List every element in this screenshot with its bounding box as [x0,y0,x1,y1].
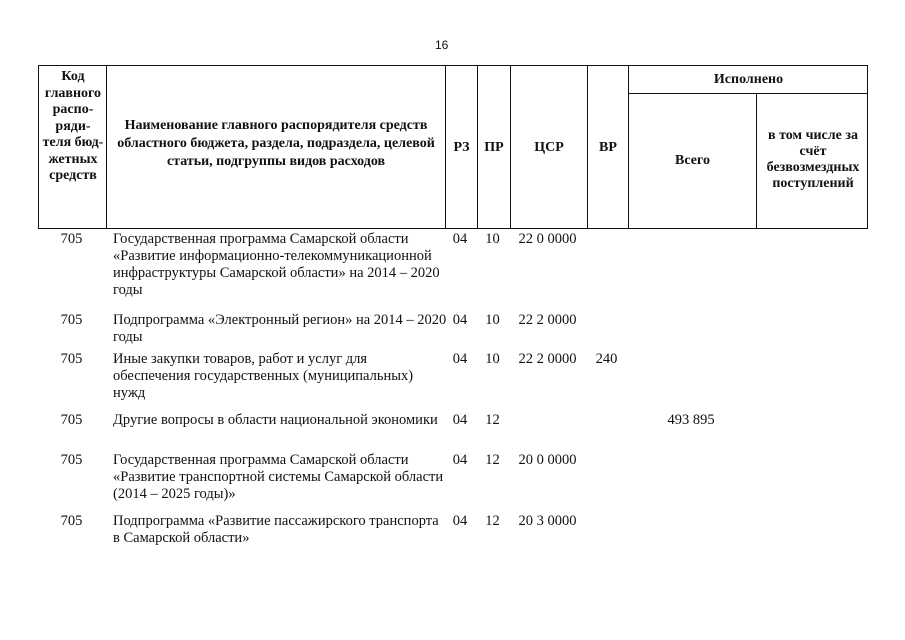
cell-code: 705 [60,351,83,367]
header-total: Всего [675,153,710,168]
cell-pr: 12 [485,513,500,529]
page-number: 16 [435,38,449,52]
column-divider [756,93,757,228]
cell-code: 705 [60,231,83,247]
header-csr: ЦСР [534,140,564,155]
table-header [38,65,868,229]
cell-csr: 20 3 0000 [518,513,577,529]
cell-name: Другие вопросы в области национальной экономики [113,412,438,428]
cell-csr: 22 2 0000 [518,351,577,367]
cell-rz: 04 [452,513,468,529]
cell-rz: 04 [452,231,468,247]
cell-pr: 10 [485,231,500,247]
cell-name: Подпрограмма «Электронный регион» на 2014 – 2020 годы [113,312,447,345]
cell-name: Иные закупки товаров, работ и услуг для обеспечения государственных (муниципальных) нужд [113,351,414,401]
cell-pr: 12 [485,412,500,428]
column-divider [106,66,107,228]
header-rz: РЗ [453,140,470,155]
header-code: Код главного распо- ряди- теля бюд- жетных средств [42,69,104,183]
cell-pr: 12 [485,452,500,468]
cell-csr: 20 0 0000 [518,452,577,468]
cell-vr: 240 [595,351,618,367]
cell-csr: 22 0 0000 [518,231,577,247]
cell-name: Государственная программа Самарской области «Развитие транспортной системы Самарской области (2014 – 2025 годы)» [113,452,444,502]
header-vr: ВР [599,140,617,155]
cell-rz: 04 [452,412,468,428]
header-executed: Исполнено [713,72,784,87]
cell-pr: 10 [485,312,500,328]
cell-rz: 04 [452,452,468,468]
cell-csr: 22 2 0000 [518,312,577,328]
cell-pr: 10 [485,351,500,367]
cell-total: 493 895 [667,412,715,428]
header-name: Наименование главного распорядителя средств областного бюджета, раздела, подраздела, целевой статьи, подгруппы видов расходов [117,118,435,169]
cell-code: 705 [60,452,83,468]
cell-code: 705 [60,412,83,428]
row-divider [628,93,867,94]
header-pr: ПР [484,140,504,155]
cell-code: 705 [60,312,83,328]
cell-code: 705 [60,513,83,529]
cell-name: Государственная программа Самарской области «Развитие информационно-телекоммуникационной инфраструктуры Самарской области» на 2014 – 2020 годы [113,231,440,298]
header-gratuitous: в том числе за счёт безвозмездных поступлений [766,128,860,191]
column-divider [628,66,629,228]
cell-rz: 04 [452,351,468,367]
cell-name: Подпрограмма «Развитие пассажирского транспорта в Самарской области» [113,513,439,546]
cell-rz: 04 [452,312,468,328]
